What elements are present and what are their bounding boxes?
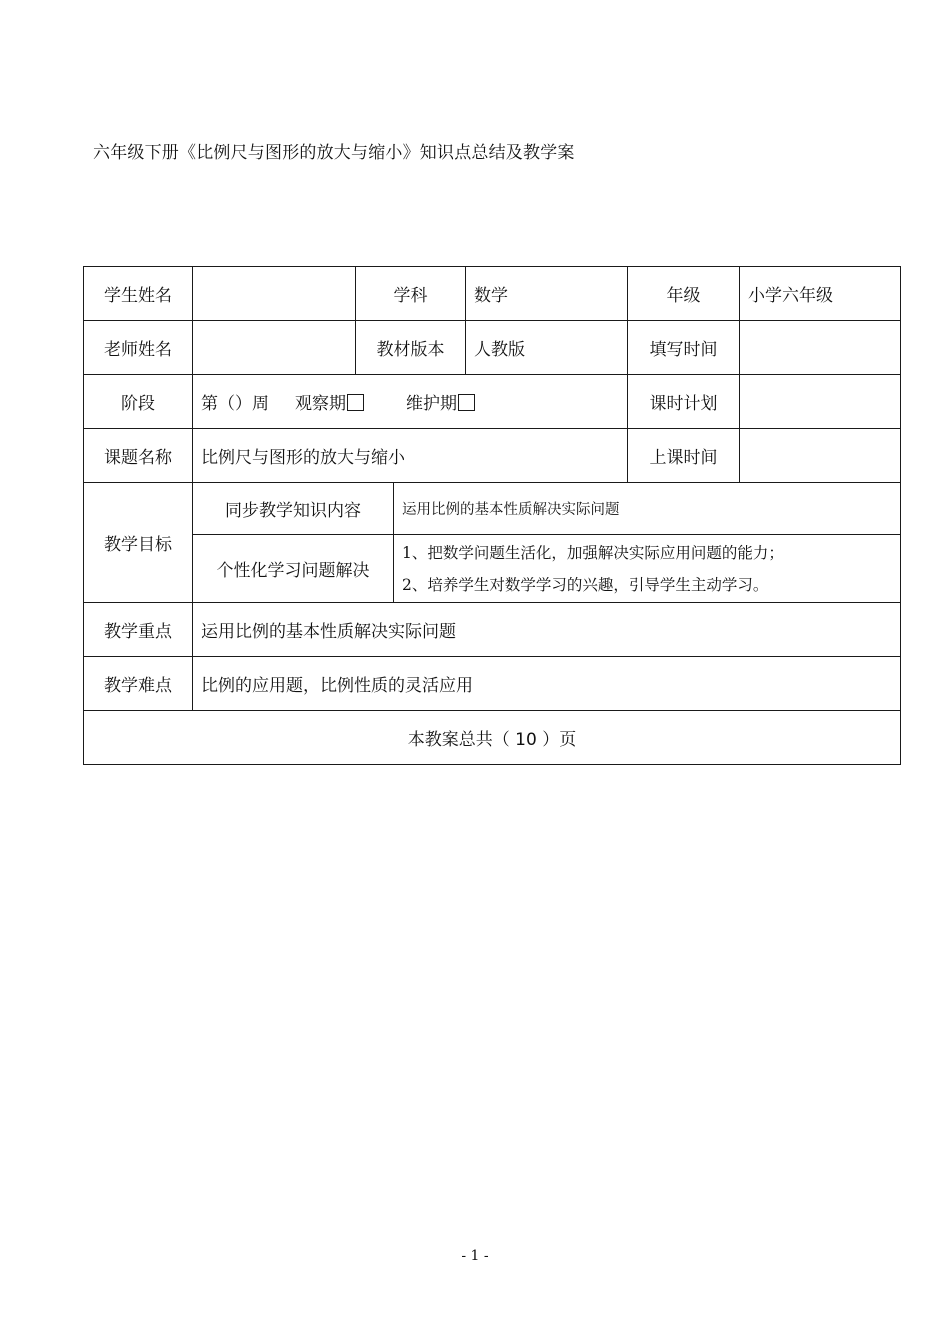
- focus-label: 教学重点: [84, 603, 193, 657]
- lesson-plan-field[interactable]: [740, 375, 901, 429]
- topic-label: 课题名称: [84, 429, 193, 483]
- subject-value: 数学: [466, 267, 628, 321]
- difficulty-value: 比例的应用题，比例性质的灵活应用: [193, 657, 901, 711]
- focus-value: 运用比例的基本性质解决实际问题: [193, 603, 901, 657]
- stage-label: 阶段: [84, 375, 193, 429]
- table-row-focus: [84, 603, 901, 657]
- student-name-label: 学生姓名: [84, 267, 193, 321]
- stage-observe-text: 观察期: [295, 394, 346, 414]
- class-time-field[interactable]: [740, 429, 901, 483]
- personal-line-2: 2、培养学生对数学学习的兴趣，引导学生主动学习。: [402, 575, 769, 594]
- table-row-teacher: [84, 321, 901, 375]
- objectives-label: 教学目标: [84, 483, 193, 603]
- teacher-name-label: 老师姓名: [84, 321, 193, 375]
- grade-value: 小学六年级: [740, 267, 901, 321]
- subject-label: 学科: [356, 267, 466, 321]
- table-row-objectives-personal: [84, 535, 901, 603]
- stage-maintain-text: 维护期: [406, 394, 457, 414]
- difficulty-label: 教学难点: [84, 657, 193, 711]
- maintain-checkbox[interactable]: [458, 394, 475, 411]
- sync-label: 同步教学知识内容: [193, 483, 394, 535]
- textbook-label: 教材版本: [356, 321, 466, 375]
- table-row-topic: [84, 429, 901, 483]
- teacher-name-field[interactable]: [193, 321, 356, 375]
- personal-label: 个性化学习问题解决: [193, 535, 394, 603]
- table-row-objectives-sync: [84, 483, 901, 535]
- stage-week-text: 第（）周: [201, 394, 269, 414]
- table-row-difficulty: [84, 657, 901, 711]
- total-pages: 本教案总共（ 10 ）页: [84, 711, 901, 765]
- personal-line-1: 1、把数学问题生活化，加强解决实际应用问题的能力；: [402, 543, 784, 562]
- fill-time-label: 填写时间: [628, 321, 740, 375]
- table-row-student: [84, 267, 901, 321]
- topic-value: 比例尺与图形的放大与缩小: [193, 429, 628, 483]
- sync-value: 运用比例的基本性质解决实际问题: [394, 483, 901, 535]
- stage-options: [193, 375, 628, 429]
- table-row-total-pages: [84, 711, 901, 765]
- document-title: 六年级下册《比例尺与图形的放大与缩小》知识点总结及教学案: [93, 143, 575, 163]
- table-row-stage: [84, 375, 901, 429]
- grade-label: 年级: [628, 267, 740, 321]
- observe-checkbox[interactable]: [347, 394, 364, 411]
- personal-value: [394, 535, 901, 603]
- lesson-info-table: [83, 266, 901, 765]
- class-time-label: 上课时间: [628, 429, 740, 483]
- lesson-plan-label: 课时计划: [628, 375, 740, 429]
- student-name-field[interactable]: [193, 267, 356, 321]
- fill-time-field[interactable]: [740, 321, 901, 375]
- textbook-value: 人教版: [466, 321, 628, 375]
- page-number: - 1 -: [461, 1248, 489, 1264]
